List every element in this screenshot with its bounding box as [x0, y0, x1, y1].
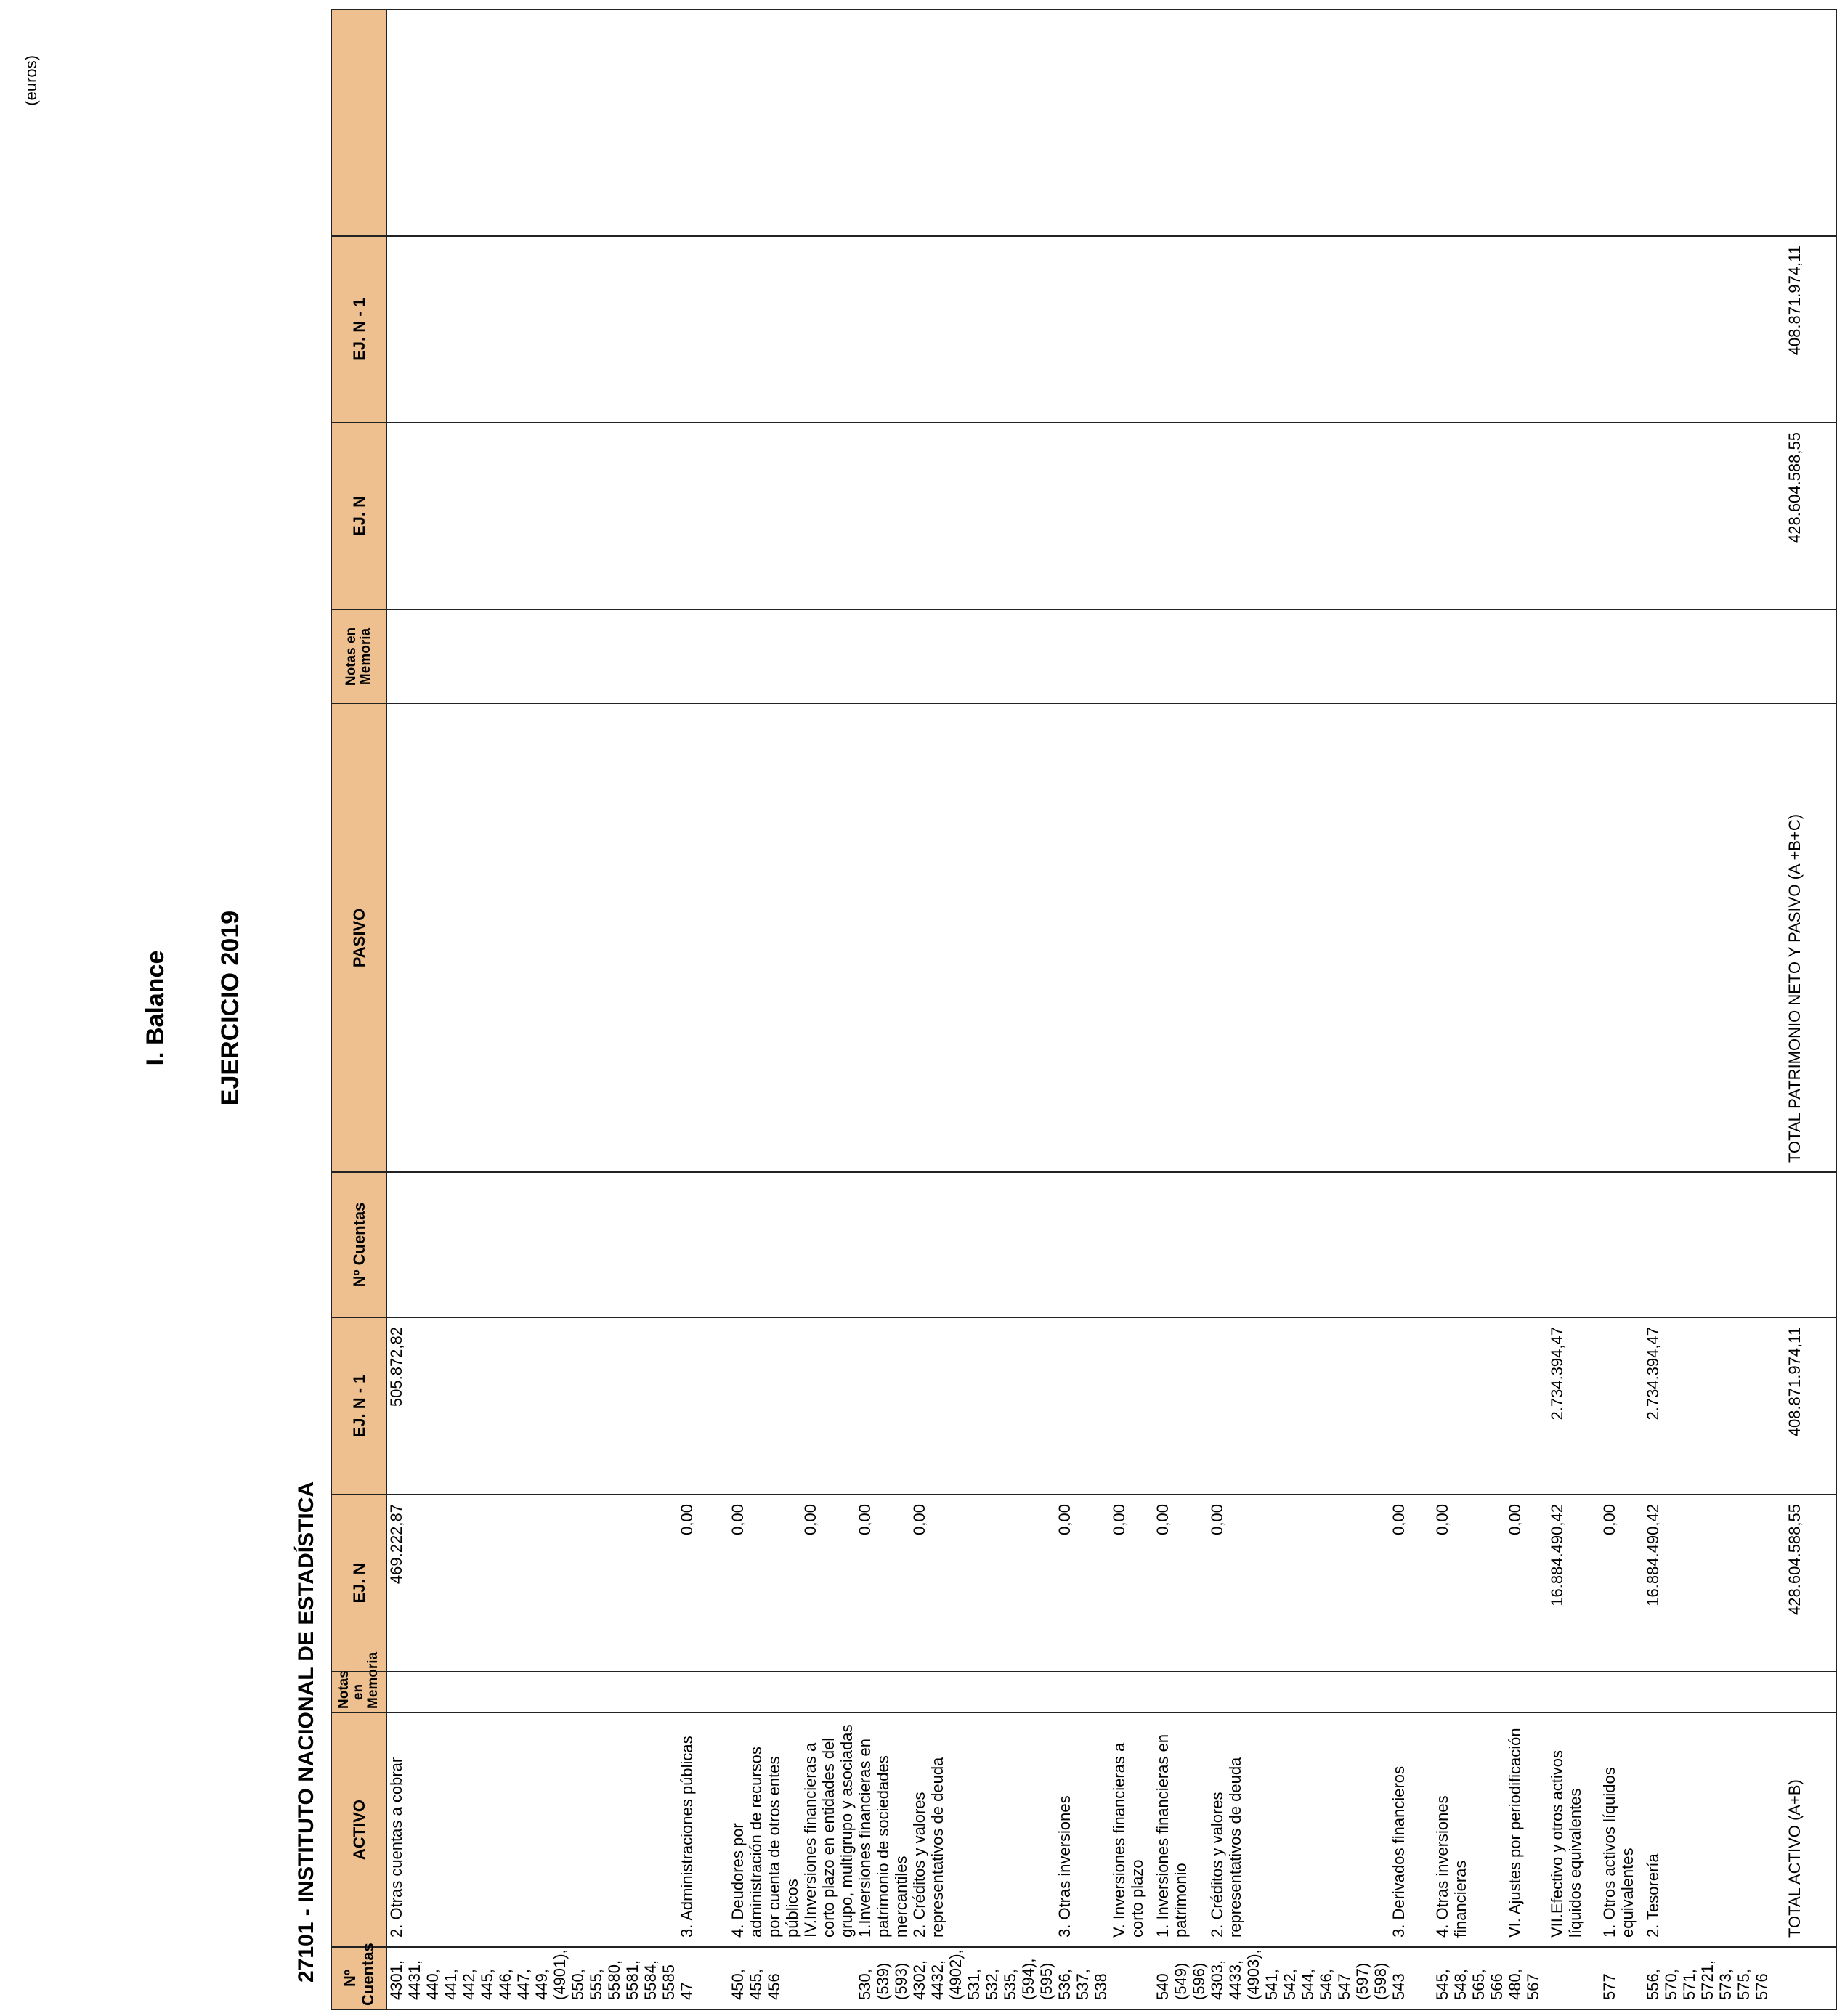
table-row [1506, 9, 1548, 2009]
ej-n-pasivo-cell [1433, 423, 1506, 609]
ej-n-cell: 0,00 [801, 1495, 856, 1672]
ej-n-pasivo-cell [856, 423, 910, 609]
col-ej-n: EJ. N [331, 1495, 386, 1672]
activo-cell: 2. Tesorería [1644, 1712, 1771, 1947]
table-row [1548, 9, 1600, 2009]
ej-n-cell: 0,00 [1600, 1495, 1644, 1672]
notas-cell [1055, 1672, 1110, 1712]
ej-n1-pasivo-cell [1208, 236, 1390, 423]
cuentas-pasivo-cell [1433, 1172, 1506, 1317]
total-pasivo-ej-n: 428.604.588,55 [1771, 423, 1836, 609]
col-notas-pasivo: Notas en Memoria [331, 609, 386, 704]
pasivo-cell [910, 704, 1055, 1172]
spacer-cell [1433, 9, 1506, 236]
activo-cell: V. Inversiones financieras a corto plazo [1110, 1712, 1153, 1947]
cuentas-cell: 4302, 4432, (4902), 531, 532, 535, (594), (595) [910, 1947, 1055, 2009]
cuentas-cell: 540 (549) (596) [1153, 1947, 1208, 2009]
ej-n-pasivo-cell [1548, 423, 1600, 609]
total-activo-ej-n1: 408.871.974,11 [1771, 1317, 1836, 1495]
notas-cell [1208, 1672, 1390, 1712]
notas-cell [678, 1672, 729, 1712]
cuentas-pasivo-cell [801, 1172, 856, 1317]
activo-cell: 1. Inversiones financieras en patrimonio [1153, 1712, 1208, 1947]
activo-cell: 4. Deudores por administración de recursos por cuenta de otros entes públicos [729, 1712, 801, 1947]
cuentas-pasivo-cell [1548, 1172, 1600, 1317]
ej-n-pasivo-cell [801, 423, 856, 609]
col-notas: Notas en Memoria [331, 1672, 386, 1712]
cuentas-pasivo-cell [1506, 1172, 1548, 1317]
cuentas-cell: 545, 548, 565, 566 [1433, 1947, 1506, 2009]
cuentas-cell [1548, 1947, 1600, 2009]
table-row [1600, 9, 1644, 2009]
spacer-cell [678, 9, 729, 236]
pasivo-cell [1153, 704, 1208, 1172]
ej-n-cell: 0,00 [1153, 1495, 1208, 1672]
total-pasivo-label: TOTAL PATRIMONIO NETO Y PASIVO (A +B+C) [1771, 704, 1836, 1172]
cuentas-pasivo-cell [856, 1172, 910, 1317]
notas-cell [1110, 1672, 1153, 1712]
ej-n1-pasivo-cell [801, 236, 856, 423]
notas-cell [386, 1672, 678, 1712]
total-notas-pasivo-cell [1771, 609, 1836, 704]
notas-pasivo-cell [1600, 609, 1644, 704]
table-row [386, 9, 678, 2009]
ej-n-pasivo-cell [910, 423, 1055, 609]
col-ej-n-pasivo: EJ. N [331, 423, 386, 609]
pasivo-cell [1506, 704, 1548, 1172]
ej-n1-pasivo-cell [1153, 236, 1208, 423]
cuentas-pasivo-cell [1208, 1172, 1390, 1317]
ej-n-pasivo-cell [678, 423, 729, 609]
col-cuentas: Nº Cuentas [331, 1947, 386, 2009]
table-row [910, 9, 1055, 2009]
notas-cell [856, 1672, 910, 1712]
cuentas-cell [801, 1947, 856, 2009]
pasivo-cell [1110, 704, 1153, 1172]
pasivo-cell [1644, 704, 1771, 1172]
header-row [331, 9, 386, 2009]
ej-n-cell: 469.222,87 [386, 1495, 678, 1672]
pasivo-cell [1055, 704, 1110, 1172]
notas-pasivo-cell [1644, 609, 1771, 704]
cuentas-pasivo-cell [1055, 1172, 1110, 1317]
cuentas-pasivo-cell [678, 1172, 729, 1317]
spacer-cell [910, 9, 1055, 236]
ej-n1-cell [856, 1317, 910, 1495]
notas-cell [1153, 1672, 1208, 1712]
ej-n-cell: 0,00 [1055, 1495, 1110, 1672]
spacer-cell [801, 9, 856, 236]
notas-pasivo-cell [1433, 609, 1506, 704]
ej-n1-cell [1110, 1317, 1153, 1495]
cuentas-cell [1110, 1947, 1153, 2009]
pasivo-cell [1433, 704, 1506, 1172]
ej-n1-cell [1055, 1317, 1110, 1495]
ej-n1-cell [729, 1317, 801, 1495]
cuentas-pasivo-cell [729, 1172, 801, 1317]
pasivo-cell [856, 704, 910, 1172]
spacer-cell [1506, 9, 1548, 236]
ej-n-pasivo-cell [1153, 423, 1208, 609]
activo-cell: 3. Administraciones públicas [678, 1712, 729, 1947]
notas-cell [729, 1672, 801, 1712]
pasivo-cell [1208, 704, 1390, 1172]
notas-pasivo-cell [1110, 609, 1153, 704]
ej-n1-pasivo-cell [910, 236, 1055, 423]
total-pasivo-ej-n1: 408.871.974,11 [1771, 236, 1836, 423]
ej-n1-pasivo-cell [1644, 236, 1771, 423]
total-cuentas-cell [1771, 1947, 1836, 2009]
cuentas-cell: 543 [1390, 1947, 1433, 2009]
table-row [1110, 9, 1153, 2009]
cuentas-cell: 4301, 4431, 440, 441, 442, 445, 446, 447, 449, (4901), 550, 555, 5580, 5581, 5584, 5585 [386, 1947, 678, 2009]
notas-pasivo-cell [856, 609, 910, 704]
ej-n1-cell [1433, 1317, 1506, 1495]
total-activo-ej-n: 428.604.588,55 [1771, 1495, 1836, 1672]
ej-n-pasivo-cell [1110, 423, 1153, 609]
spacer-cell [1644, 9, 1771, 236]
table-row [1644, 9, 1771, 2009]
spacer-cell [729, 9, 801, 236]
ej-n-cell: 16.884.490,42 [1644, 1495, 1771, 1672]
ej-n-cell: 0,00 [910, 1495, 1055, 1672]
ej-n1-pasivo-cell [678, 236, 729, 423]
activo-cell: 2. Otras cuentas a cobrar [386, 1712, 678, 1947]
cuentas-pasivo-cell [1644, 1172, 1771, 1317]
notas-pasivo-cell [678, 609, 729, 704]
ej-n-pasivo-cell [1208, 423, 1390, 609]
activo-cell: 2. Créditos y valores representativos de deuda [1208, 1712, 1390, 1947]
ej-n1-cell [1208, 1317, 1390, 1495]
table-row [1208, 9, 1390, 2009]
spacer-cell [1208, 9, 1390, 236]
ej-n-cell: 0,00 [729, 1495, 801, 1672]
ej-n1-cell: 2.734.394,47 [1644, 1317, 1771, 1495]
ej-n1-pasivo-cell [1548, 236, 1600, 423]
notas-pasivo-cell [1208, 609, 1390, 704]
ej-n1-cell [1153, 1317, 1208, 1495]
total-row [1771, 9, 1836, 2009]
activo-cell: 4. Otras inversiones financieras [1433, 1712, 1506, 1947]
ej-n1-pasivo-cell [1390, 236, 1433, 423]
report-title: I. Balance [142, 950, 169, 1066]
notas-cell [1644, 1672, 1771, 1712]
ej-n-pasivo-cell [386, 423, 678, 609]
cuentas-cell: 530, (539) (593) [856, 1947, 910, 2009]
col-cuentas-pasivo: Nº Cuentas [331, 1172, 386, 1317]
spacer-cell [1153, 9, 1208, 236]
cuentas-pasivo-cell [910, 1172, 1055, 1317]
cuentas-cell: 47 [678, 1947, 729, 2009]
pasivo-cell [1600, 704, 1644, 1172]
ej-n1-cell [801, 1317, 856, 1495]
table-row [1390, 9, 1433, 2009]
total-notas-cell [1771, 1672, 1836, 1712]
ej-n-cell: 0,00 [1110, 1495, 1153, 1672]
notas-cell [1390, 1672, 1433, 1712]
spacer-cell [1055, 9, 1110, 236]
col-pasivo: PASIVO [331, 704, 386, 1172]
spacer-cell [1548, 9, 1600, 236]
ej-n1-cell: 505.872,82 [386, 1317, 678, 1495]
ej-n-cell: 0,00 [1208, 1495, 1390, 1672]
notas-pasivo-cell [1390, 609, 1433, 704]
table-row [1055, 9, 1110, 2009]
cuentas-pasivo-cell [386, 1172, 678, 1317]
notas-pasivo-cell [729, 609, 801, 704]
col-spacer [331, 9, 386, 236]
cuentas-cell: 480, 567 [1506, 1947, 1548, 2009]
table-row [678, 9, 729, 2009]
ej-n1-cell [1390, 1317, 1433, 1495]
table-row [729, 9, 801, 2009]
units-label: (euros) [22, 55, 40, 106]
notas-cell [910, 1672, 1055, 1712]
entity-name: 27101 - INSTITUTO NACIONAL DE ESTADÍSTICA [294, 1481, 318, 1983]
ej-n-pasivo-cell [1644, 423, 1771, 609]
spacer-cell [1600, 9, 1644, 236]
ej-n1-cell [678, 1317, 729, 1495]
ej-n1-cell [1506, 1317, 1548, 1495]
activo-cell: 2. Créditos y valores representativos de deuda [910, 1712, 1055, 1947]
cuentas-pasivo-cell [1110, 1172, 1153, 1317]
balance-table [331, 9, 1837, 2010]
notas-cell [801, 1672, 856, 1712]
ej-n-cell: 16.884.490,42 [1548, 1495, 1600, 1672]
ej-n1-pasivo-cell [1433, 236, 1506, 423]
cuentas-pasivo-cell [1600, 1172, 1644, 1317]
notas-pasivo-cell [1548, 609, 1600, 704]
activo-cell: VI. Ajustes por periodificación [1506, 1712, 1548, 1947]
ej-n-cell: 0,00 [1506, 1495, 1548, 1672]
col-ej-n1: EJ. N - 1 [331, 1317, 386, 1495]
spacer-cell [856, 9, 910, 236]
notas-pasivo-cell [910, 609, 1055, 704]
notas-cell [1433, 1672, 1506, 1712]
cuentas-cell: 577 [1600, 1947, 1644, 2009]
table-row [801, 9, 856, 2009]
pasivo-cell [678, 704, 729, 1172]
pasivo-cell [729, 704, 801, 1172]
cuentas-cell: 4303, 4433, (4903), 541, 542, 544, 546, 547 (597) (598) [1208, 1947, 1390, 2009]
ej-n1-pasivo-cell [1110, 236, 1153, 423]
col-activo: ACTIVO [331, 1712, 386, 1947]
ej-n-pasivo-cell [1390, 423, 1433, 609]
ej-n1-pasivo-cell [386, 236, 678, 423]
exercise-title: EJERCICIO 2019 [216, 910, 244, 1106]
ej-n1-pasivo-cell [856, 236, 910, 423]
notas-cell [1548, 1672, 1600, 1712]
total-activo-label: TOTAL ACTIVO (A+B) [1771, 1712, 1836, 1947]
ej-n-pasivo-cell [1506, 423, 1548, 609]
notas-pasivo-cell [386, 609, 678, 704]
ej-n-cell: 0,00 [678, 1495, 729, 1672]
activo-cell: 1. Otros activos líquidos equivalentes [1600, 1712, 1644, 1947]
notas-cell [1600, 1672, 1644, 1712]
spacer-cell [1110, 9, 1153, 236]
notas-pasivo-cell [1506, 609, 1548, 704]
notas-pasivo-cell [1153, 609, 1208, 704]
ej-n1-pasivo-cell [729, 236, 801, 423]
total-cuentas-pasivo-cell [1771, 1172, 1836, 1317]
cuentas-cell: 536, 537, 538 [1055, 1947, 1110, 2009]
col-ej-n1-pasivo: EJ. N - 1 [331, 236, 386, 423]
ej-n1-cell: 2.734.394,47 [1548, 1317, 1600, 1495]
cuentas-pasivo-cell [1153, 1172, 1208, 1317]
ej-n1-pasivo-cell [1600, 236, 1644, 423]
notas-cell [1506, 1672, 1548, 1712]
ej-n-cell: 0,00 [1390, 1495, 1433, 1672]
activo-cell: IV.Inversiones financieras a corto plazo en entidades del grupo, multigrupo y asociadas [801, 1712, 856, 1947]
pasivo-cell [1390, 704, 1433, 1172]
ej-n1-pasivo-cell [1506, 236, 1548, 423]
activo-cell: 3. Derivados financieros [1390, 1712, 1433, 1947]
table-row [1153, 9, 1208, 2009]
cuentas-pasivo-cell [1390, 1172, 1433, 1317]
pasivo-cell [1548, 704, 1600, 1172]
activo-cell: VII.Efectivo y otros activos líquidos equivalentes [1548, 1712, 1600, 1947]
ej-n-cell: 0,00 [856, 1495, 910, 1672]
spacer-cell [386, 9, 678, 236]
pasivo-cell [801, 704, 856, 1172]
spacer-cell [1390, 9, 1433, 236]
table-row [856, 9, 910, 2009]
notas-pasivo-cell [1055, 609, 1110, 704]
ej-n-pasivo-cell [729, 423, 801, 609]
activo-cell: 3. Otras inversiones [1055, 1712, 1110, 1947]
pasivo-cell [386, 704, 678, 1172]
table-body [386, 9, 1836, 2009]
ej-n-pasivo-cell [1600, 423, 1644, 609]
ej-n-pasivo-cell [1055, 423, 1110, 609]
cuentas-cell: 556, 570, 571, 5721, 573, 575, 576 [1644, 1947, 1771, 2009]
cuentas-cell: 450, 455, 456 [729, 1947, 801, 2009]
notas-pasivo-cell [801, 609, 856, 704]
activo-cell: 1.Inversiones financieras en patrimonio de sociedades mercantiles [856, 1712, 910, 1947]
table-row [1433, 9, 1506, 2009]
total-spacer-cell [1771, 9, 1836, 236]
ej-n-cell: 0,00 [1433, 1495, 1506, 1672]
ej-n1-cell [1600, 1317, 1644, 1495]
ej-n1-pasivo-cell [1055, 236, 1110, 423]
ej-n1-cell [910, 1317, 1055, 1495]
